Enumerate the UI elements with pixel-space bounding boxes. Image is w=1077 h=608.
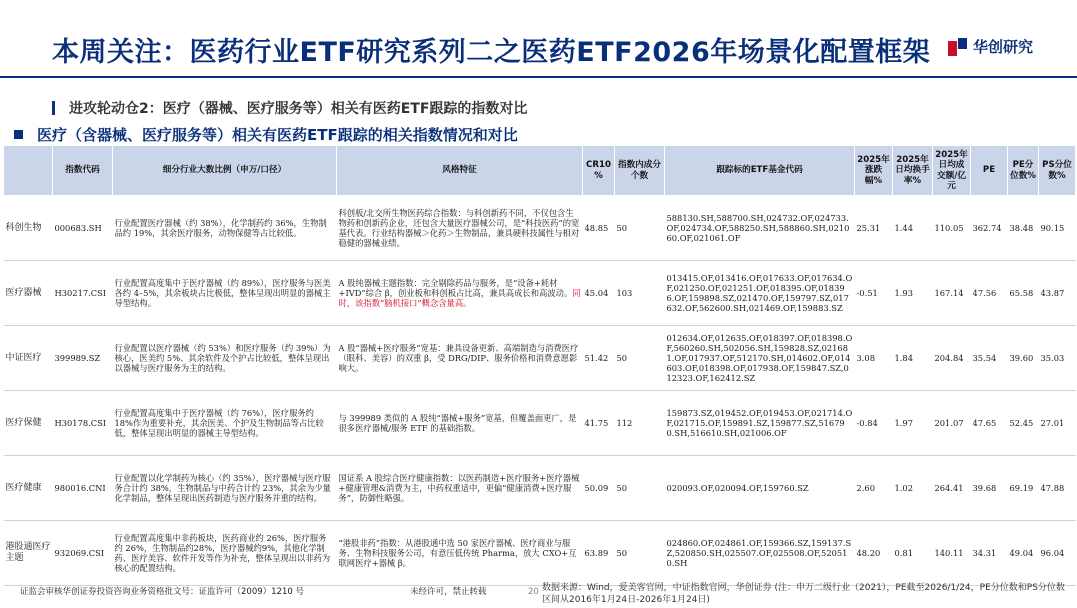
row-count: 50 <box>615 456 665 521</box>
row-amount: 201.07 <box>933 391 971 456</box>
row-pe-pct: 65.58 <box>1008 261 1039 326</box>
row-industry: 行业配置医疗器械（约 38%），化学制药约 36%，生物制品约 19%，其余医疗服务，动物保健等占比较低。 <box>113 196 337 261</box>
header-cr10: CR10 % <box>583 146 615 196</box>
row-etf-codes: 012634.OF,012635.OF,018397.OF,018398.OF,560260.SH,502056.SH,159828.SZ,021681.OF,017937.OF,512170.SH,014602.OF,014603.OF,018398.OF,017938.OF,159847.SZ,012323.OF,162412.SZ <box>665 326 855 391</box>
header-style: 风格特征 <box>337 146 583 196</box>
row-industry: 行业配置高度集中于医疗器械（约 76%），医疗服务约 18%作为重要补充，其余医美、个护及生物制品等占比较低，整体呈现出明显的器械主导型结构。 <box>113 391 337 456</box>
row-style <box>337 196 583 261</box>
row-style-text: 科创板/北交所生物医药综合指数：与科创新药不同，不仅包含生物药和创新药企业，还包含大量医疗器械公司，是“科技医药”的宽基代表。行业结构器械＞化药＞生物制品，兼具硬科技属性与相对稳健的器械业绩。 <box>338 207 580 249</box>
row-cr10: 63.89 <box>583 521 615 586</box>
data-source-note: 数据来源：Wind，爱美客官网，中证指数官网，华创证券 (注：申万二级行业（2021），PE截至2026/1/24，PE分位数和PS分位数区间从2016年1月24日-2026年1月24日) <box>542 583 1065 605</box>
header-industry: 细分行业大数比例（申万/口径） <box>113 146 337 196</box>
row-cr10: 50.09 <box>583 456 615 521</box>
brand-logo <box>948 36 1033 57</box>
row-chg: 2.60 <box>855 456 893 521</box>
row-etf-codes: 159873.SZ,019452.OF,019453.OF,021714.OF,021715.OF,159891.SZ,159877.SZ,516790.SH,516610.SH,021006.OF <box>665 391 855 456</box>
row-index-name: 医疗健康 <box>4 456 53 521</box>
row-amount: 204.84 <box>933 326 971 391</box>
row-pe-pct: 52.45 <box>1008 391 1039 456</box>
row-turnover: 1.97 <box>893 391 933 456</box>
row-pe-pct: 69.19 <box>1008 456 1039 521</box>
header-chg: 2025年涨跌幅% <box>855 146 893 196</box>
bullet-square-icon <box>14 130 23 139</box>
row-style-highlight: 同时，该指数“脑机接口”概念含量高。 <box>338 287 581 309</box>
header-count: 指数内成分个数 <box>615 146 665 196</box>
row-turnover: 1.84 <box>893 326 933 391</box>
row-style-text: A 股“器械+医疗服务”宽基：兼具设备更新、高端制造与消费医疗（眼科、美容）的双重 β，受 DRG/DIP、服务价格和消费意愿影响大。 <box>338 342 579 374</box>
table-row <box>4 456 1076 521</box>
row-industry: 行业配置高度集中于医疗器械（约 89%），医疗服务与医美各约 4–5%，其余板块占比极低，整体呈现出明显的器械主导型结构。 <box>113 261 337 326</box>
row-pe-pct: 38.48 <box>1008 196 1039 261</box>
row-ps-pct: 43.87 <box>1039 261 1076 326</box>
row-cr10: 51.42 <box>583 326 615 391</box>
row-index-name: 中证医疗 <box>4 326 53 391</box>
section-subtitle-text: 进攻轮动仓2：医疗（器械、医疗服务等）相关有医药ETF跟踪的指数对比 <box>69 101 528 117</box>
row-ps-pct: 35.03 <box>1039 326 1076 391</box>
page-number: 20 <box>528 587 539 597</box>
row-pe: 39.68 <box>971 456 1008 521</box>
row-amount: 264.41 <box>933 456 971 521</box>
table-row <box>4 521 1076 586</box>
header-turnover: 2025年日均换手率% <box>893 146 933 196</box>
section-subtitle <box>52 98 527 118</box>
row-pe: 362.74 <box>971 196 1008 261</box>
row-count: 103 <box>615 261 665 326</box>
row-turnover: 1.93 <box>893 261 933 326</box>
row-style <box>337 326 583 391</box>
header-amount: 2025年日均成交额/亿元 <box>933 146 971 196</box>
row-amount: 140.11 <box>933 521 971 586</box>
row-index-name: 医疗保健 <box>4 391 53 456</box>
row-amount: 167.14 <box>933 261 971 326</box>
row-chg: 25.31 <box>855 196 893 261</box>
row-etf-codes: 013415.OF,013416.OF,017633.OF,017634.OF,021250.OF,021251.OF,018395.OF,018396.OF,159898.SZ,021470.OF,159797.SZ,017632.OF,562600.SH,021469.OF,159883.SZ <box>665 261 855 326</box>
row-count: 112 <box>615 391 665 456</box>
table-header-row <box>4 146 1076 196</box>
row-style-text: 与 399989 类似的 A 股纯“器械+服务”宽基，但覆盖面更广，是很多医疗器械/服务 ETF 的基础指数。 <box>338 412 577 433</box>
row-count: 50 <box>615 196 665 261</box>
table-row <box>4 326 1076 391</box>
row-pe: 34.31 <box>971 521 1008 586</box>
row-turnover: 1.44 <box>893 196 933 261</box>
row-index-code: H30217.CSI <box>53 261 113 326</box>
table-caption-text: 医疗（含器械、医疗服务等）相关有医药ETF跟踪的相关指数情况和对比 <box>37 126 518 144</box>
header-pe-pct: PE分位数% <box>1008 146 1039 196</box>
row-cr10: 48.85 <box>583 196 615 261</box>
row-chg: 3.08 <box>855 326 893 391</box>
row-pe-pct: 49.04 <box>1008 521 1039 586</box>
row-ps-pct: 27.01 <box>1039 391 1076 456</box>
table-caption <box>14 124 518 145</box>
row-style <box>337 391 583 456</box>
row-turnover: 1.02 <box>893 456 933 521</box>
row-index-code: 000683.SH <box>53 196 113 261</box>
row-etf-codes: 588130.SH,588700.SH,024732.OF,024733.OF,024734.OF,588250.SH,588860.SH,021060.OF,021061.OF <box>665 196 855 261</box>
row-index-code: 932069.CSI <box>53 521 113 586</box>
row-ps-pct: 90.15 <box>1039 196 1076 261</box>
row-amount: 110.05 <box>933 196 971 261</box>
row-industry: 行业配置以医疗器械（约 53%）和医疗服务（约 39%）为核心，医美约 5%、其余软件及个护占比较低，整体呈现出以器械与医疗服务为主的结构。 <box>113 326 337 391</box>
header-etf: 跟踪标的ETF基金代码 <box>665 146 855 196</box>
row-industry: 行业配置以化学制药为核心（约 35%），医疗器械与医疗服务合计约 38%，生物制品与中药合计约 23%，其余为少量化学制品，整体呈现出医药制造与医疗服务并重的结构。 <box>113 456 337 521</box>
header-pe: PE <box>971 146 1008 196</box>
logo-text: 华创研究 <box>973 38 1034 56</box>
header-divider <box>0 76 1077 78</box>
table-row <box>4 261 1076 326</box>
license-footnote: 证监会审核华创证券投资咨询业务资格批文号：证监许可（2009）1210 号 <box>20 587 304 597</box>
page-title: 本周关注：医药行业ETF研究系列二之医药ETF2026年场景化配置框架 <box>52 37 931 68</box>
row-style <box>337 261 583 326</box>
accent-bar <box>52 101 55 115</box>
row-style-text: A 股纯器械主题指数：完全剔除药品与服务，是“设备+耗材+IVD”综合 β，创业板和科创板占比高，兼具高成长和高波动。 <box>338 277 573 298</box>
row-cr10: 41.75 <box>583 391 615 456</box>
row-chg: 48.20 <box>855 521 893 586</box>
row-etf-codes: 024860.OF,024861.OF,159366.SZ,159137.SZ,520850.SH,025507.OF,025508.OF,520510.SH <box>665 521 855 586</box>
table-row <box>4 196 1076 261</box>
row-chg: -0.84 <box>855 391 893 456</box>
logo-icon <box>948 38 968 56</box>
row-style <box>337 456 583 521</box>
row-style-text: “港股非药”指数：从港股通中选 50 家医疗器械、医疗商业与服务、生物科技服务公司，有意压低传统 Pharma，放大 CXO+互联网医疗+器械 β。 <box>338 537 577 569</box>
row-index-code: H30178.CSI <box>53 391 113 456</box>
row-cr10: 45.04 <box>583 261 615 326</box>
row-index-name: 港股通医疗主题 <box>4 521 53 586</box>
row-ps-pct: 96.04 <box>1039 521 1076 586</box>
row-chg: -0.51 <box>855 261 893 326</box>
row-style-text: 国证系 A 股综合医疗健康指数：以医药制造+医疗服务+医疗器械+健康管理&消费为主，中药权重适中，更偏“健康消费+医疗服务”，防御性略强。 <box>338 472 580 504</box>
row-index-code: 980016.CNI <box>53 456 113 521</box>
header-blank <box>4 146 53 196</box>
row-count: 50 <box>615 521 665 586</box>
row-index-code: 399989.SZ <box>53 326 113 391</box>
row-pe: 47.56 <box>971 261 1008 326</box>
table-row <box>4 391 1076 456</box>
row-pe: 35.54 <box>971 326 1008 391</box>
row-turnover: 0.81 <box>893 521 933 586</box>
row-index-name: 医疗器械 <box>4 261 53 326</box>
row-index-name: 科创生物 <box>4 196 53 261</box>
row-pe-pct: 39.60 <box>1008 326 1039 391</box>
row-style <box>337 521 583 586</box>
row-industry: 行业配置高度集中非药板块，医药商业约 26%，医疗服务约 26%，生物制品约28%，医疗器械约9%，其他化学制药、医疗美容、软件开发等作为补充，整体呈现出以非药为核心的配置结构。 <box>113 521 337 586</box>
no-reprint-note: 未经许可，禁止转载 <box>410 587 487 597</box>
header-index-code: 指数代码 <box>53 146 113 196</box>
index-comparison-table <box>3 145 1076 586</box>
row-etf-codes: 020093.OF,020094.OF,159760.SZ <box>665 456 855 521</box>
row-pe: 47.65 <box>971 391 1008 456</box>
row-ps-pct: 47.88 <box>1039 456 1076 521</box>
row-count: 50 <box>615 326 665 391</box>
header-ps-pct: PS分位数% <box>1039 146 1076 196</box>
